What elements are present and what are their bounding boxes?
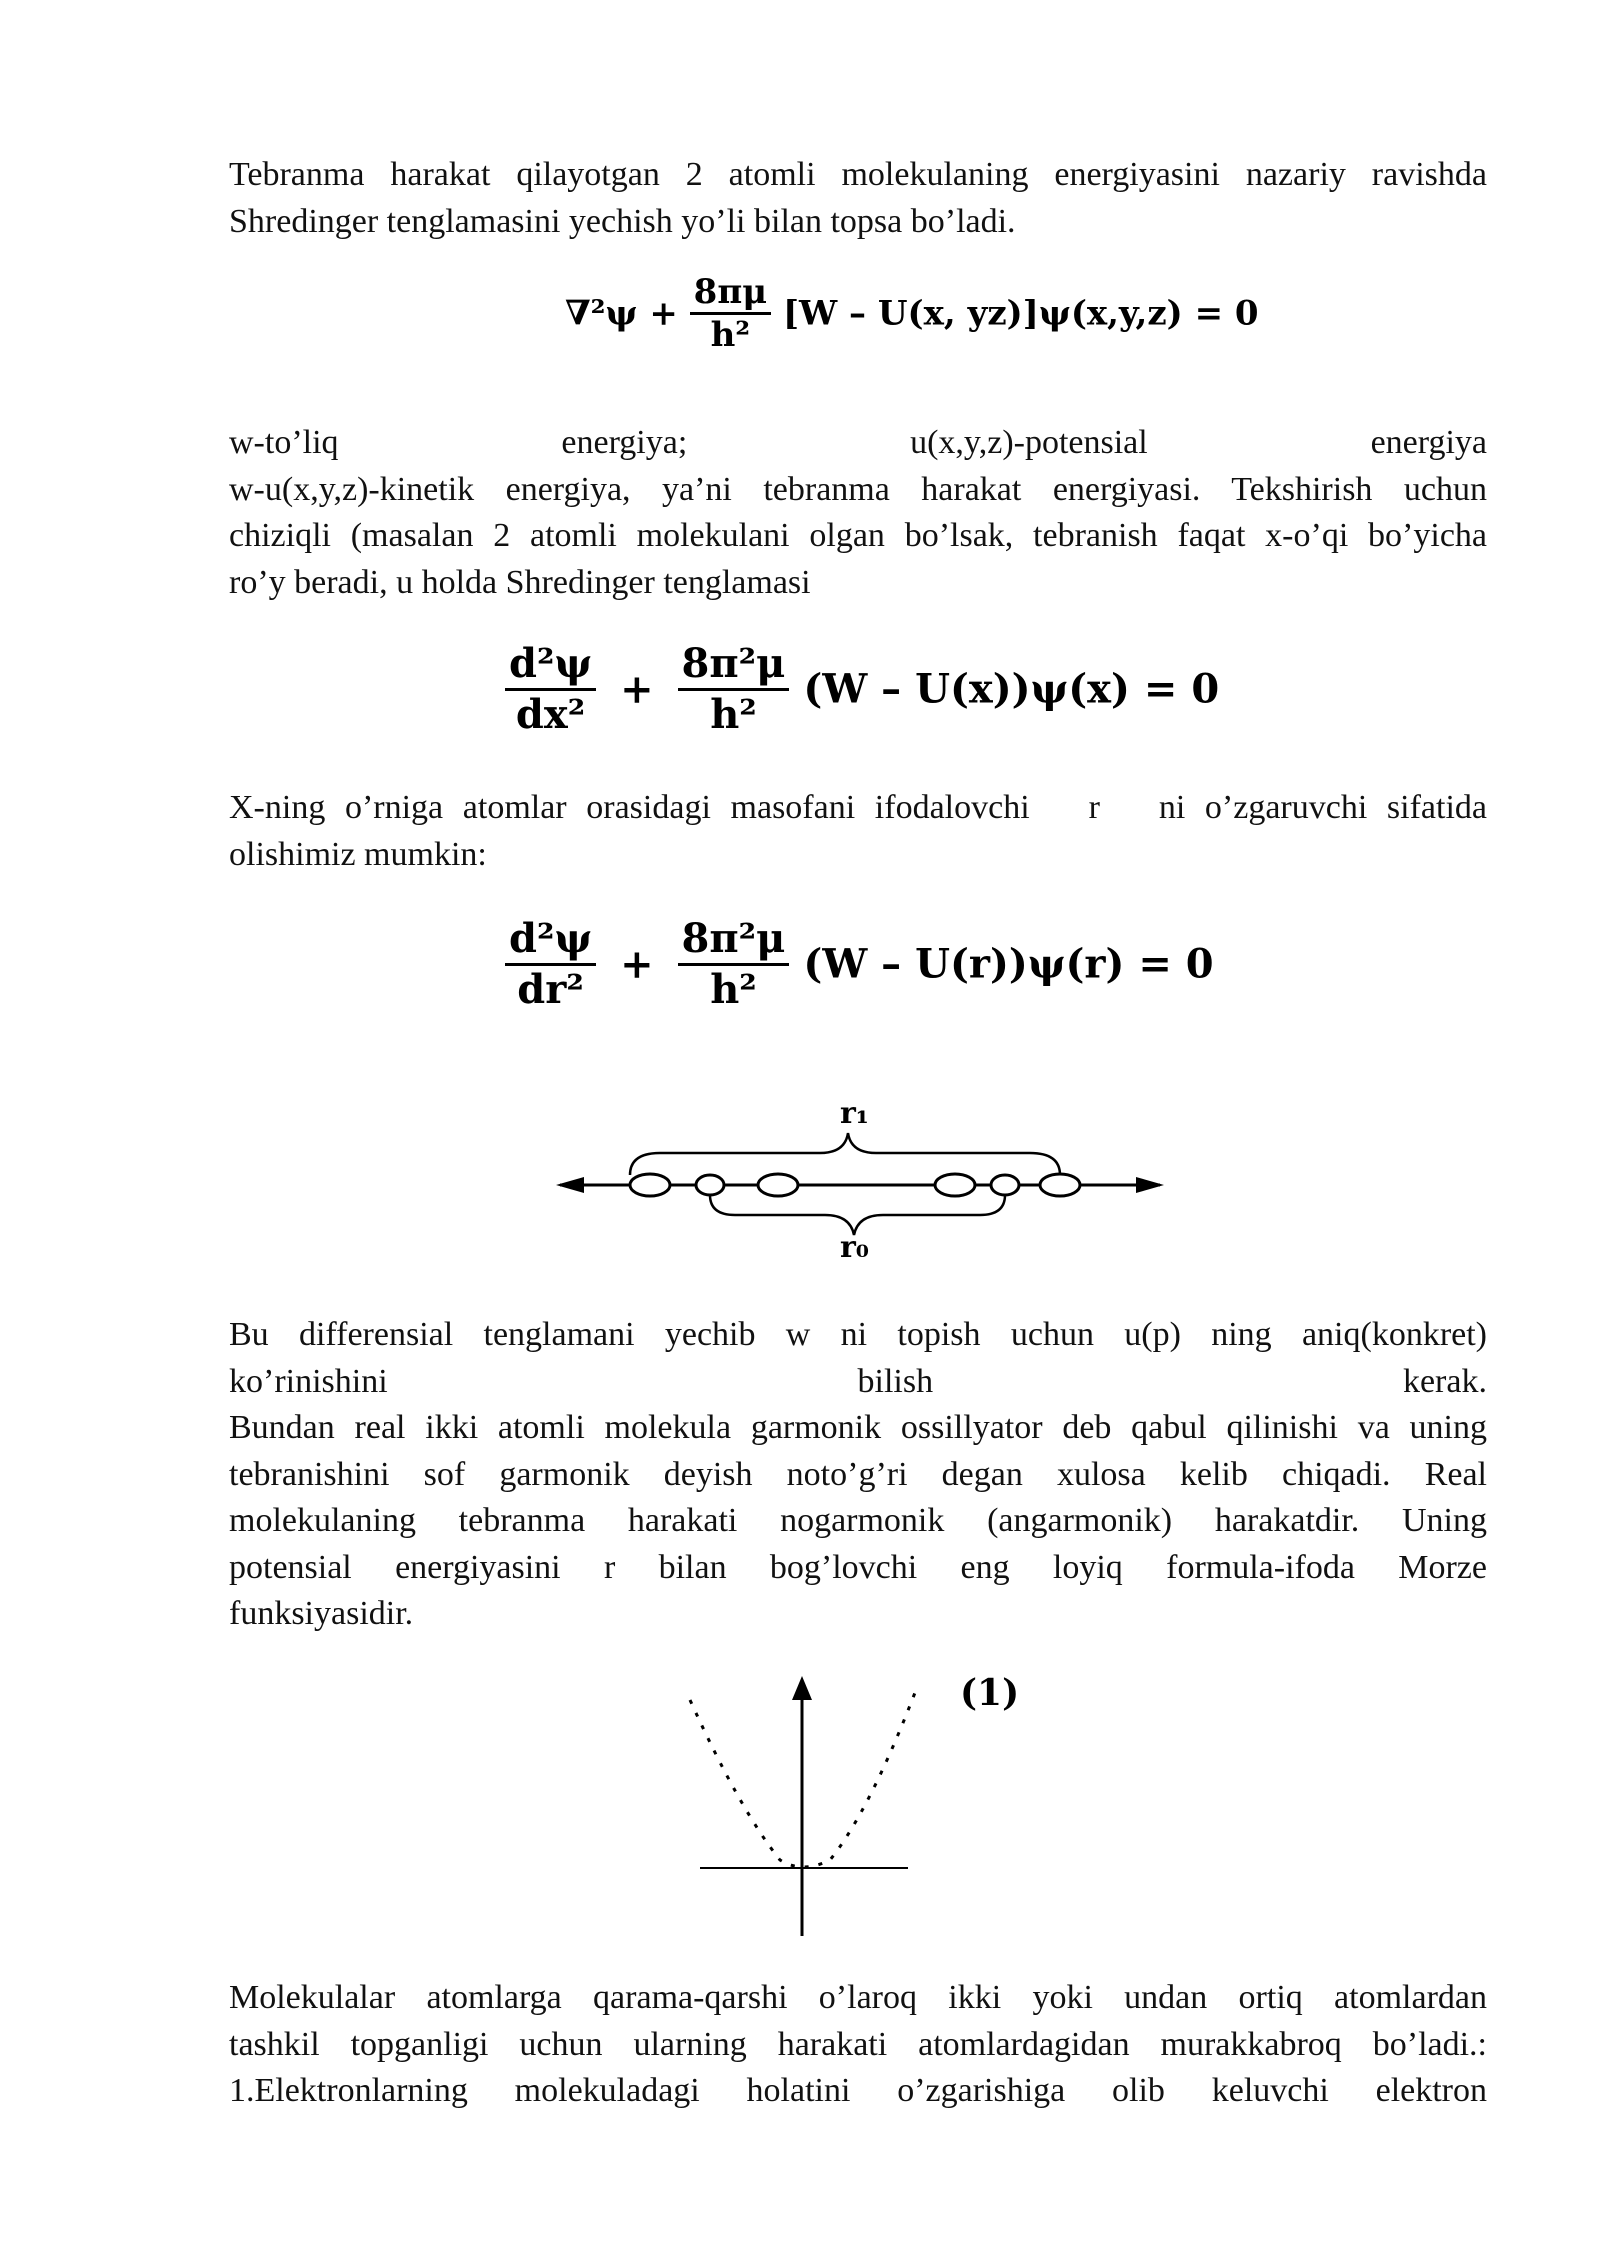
text-line: 1.Elektronlarning molekuladagi holatini o’zgarishiga olib keluvchi elektron bbox=[229, 2072, 1487, 2109]
text-line: tebranishini sof garmonik deyish noto’g’ri degan xulosa kelib chiqadi. Real bbox=[229, 1455, 1487, 1493]
text-line: w-u(x,y,z)-kinetik energiya, ya’ni tebranma harakat energiyasi. Tekshirish uchun bbox=[229, 470, 1487, 508]
equation-fraction bbox=[678, 640, 790, 739]
paragraph-molecules bbox=[229, 1975, 1487, 2115]
label-r0: r₀ bbox=[840, 1230, 869, 1260]
label-equation-number: (1) bbox=[960, 1672, 1020, 1714]
up-arrow-icon bbox=[792, 1676, 812, 1700]
text-line-spread bbox=[229, 420, 1487, 467]
fraction-numerator: 8πμ bbox=[690, 272, 771, 315]
equation-term: (W – U(x))ψ(x) = 0 bbox=[803, 665, 1220, 713]
text-line: tashkil topganligi uchun ularning harakati atomlardagidan murakkabroq bo’ladi.: bbox=[229, 2025, 1487, 2063]
text-line-spread bbox=[229, 1359, 1487, 1406]
atom-circle bbox=[1040, 1174, 1080, 1196]
text-line: Bu differensial tenglamani yechib w ni topish uchun u(p) ning aniq(konkret) bbox=[229, 1316, 1487, 1353]
text-line: olishimiz mumkin: bbox=[229, 835, 487, 873]
term-potential: u(x,y,z)-potensial bbox=[910, 424, 1148, 461]
equation-schrodinger-x bbox=[505, 640, 1219, 739]
equation-plus: + bbox=[620, 940, 654, 988]
paragraph-morse bbox=[229, 1312, 1487, 1638]
atom-circle bbox=[935, 1174, 975, 1196]
word: bilish bbox=[857, 1362, 934, 1400]
equation-fraction bbox=[678, 915, 790, 1014]
term-energy-2: energiya bbox=[1370, 424, 1487, 461]
atom-circle bbox=[630, 1174, 670, 1196]
text-line: Tebranma harakat qilayotgan 2 atomli molekulaning energiyasini nazariy ravishda bbox=[229, 156, 1487, 193]
text-line: Bundan real ikki atomli molekula garmonik ossillyator deb qabul qilinishi va uning bbox=[229, 1409, 1487, 1446]
paragraph-intro bbox=[229, 152, 1487, 245]
text-line: ro’y beradi, u holda Shredinger tenglamasi bbox=[229, 563, 811, 601]
fraction-denominator: h² bbox=[710, 315, 751, 355]
label-r1: r₁ bbox=[840, 1096, 869, 1131]
left-arrow-icon bbox=[556, 1177, 584, 1193]
text-line: potensial energiyasini r bilan bog’lovchi eng loyiq formula-ifoda Morze bbox=[229, 1548, 1487, 1586]
equation-term: ∇²ψ + bbox=[565, 293, 678, 334]
fraction-denominator: dr² bbox=[517, 966, 584, 1013]
text-line: X-ning o’rniga atomlar orasidagi masofani ifodalovchi r ni o’zgaruvchi sifatida bbox=[229, 789, 1487, 826]
atom-circle bbox=[696, 1175, 724, 1195]
text-line: molekulaning tebranma harakati nogarmonik (angarmonik) harakatdir. Uning bbox=[229, 1502, 1487, 1539]
fraction-denominator: h² bbox=[710, 691, 757, 738]
fraction-denominator: dx² bbox=[515, 691, 586, 738]
fraction-numerator: 8π²μ bbox=[678, 915, 790, 966]
equation-plus: + bbox=[620, 665, 654, 713]
term-total-energy: w-to’liq bbox=[229, 424, 339, 461]
fraction-numerator: d²ψ bbox=[505, 915, 596, 966]
brace-bottom bbox=[710, 1195, 1005, 1235]
fraction-denominator: h² bbox=[710, 966, 757, 1013]
atom-circle bbox=[758, 1174, 798, 1196]
word: ko’rinishini bbox=[229, 1362, 388, 1400]
equation-term: (W – U(r))ψ(r) = 0 bbox=[803, 940, 1214, 988]
equation-schrodinger-3d bbox=[565, 272, 1259, 355]
word: kerak. bbox=[1402, 1362, 1487, 1400]
fraction-numerator: d²ψ bbox=[505, 640, 596, 691]
equation-fraction bbox=[690, 272, 771, 355]
right-arrow-icon bbox=[1136, 1177, 1164, 1193]
text-line: chiziqli (masalan 2 atomli molekulani olgan bo’lsak, tebranish faqat x-o’qi bo’yicha bbox=[229, 517, 1487, 554]
text-line: Shredinger tenglamasini yechish yo’li bilan topsa bo’ladi. bbox=[229, 202, 1016, 240]
paragraph-energy-definitions bbox=[229, 420, 1487, 606]
brace-top bbox=[630, 1133, 1060, 1175]
diagram-potential-parabola bbox=[680, 1660, 1060, 1940]
equation-fraction bbox=[505, 915, 596, 1014]
text-line: funksiyasidir. bbox=[229, 1595, 414, 1632]
fraction-numerator: 8π²μ bbox=[678, 640, 790, 691]
atom-circle bbox=[991, 1175, 1019, 1195]
paragraph-variable-r bbox=[229, 785, 1487, 878]
term-energy: energiya; bbox=[561, 424, 688, 461]
equation-fraction bbox=[505, 640, 596, 739]
equation-schrodinger-r bbox=[505, 915, 1214, 1014]
diagram-molecule-distance bbox=[550, 1085, 1170, 1260]
text-line: Molekulalar atomlarga qarama-qarshi o’laroq ikki yoki undan ortiq atomlardan bbox=[229, 1979, 1487, 2016]
equation-term: [W – U(x, yz)]ψ(x,y,z) = 0 bbox=[782, 293, 1259, 334]
